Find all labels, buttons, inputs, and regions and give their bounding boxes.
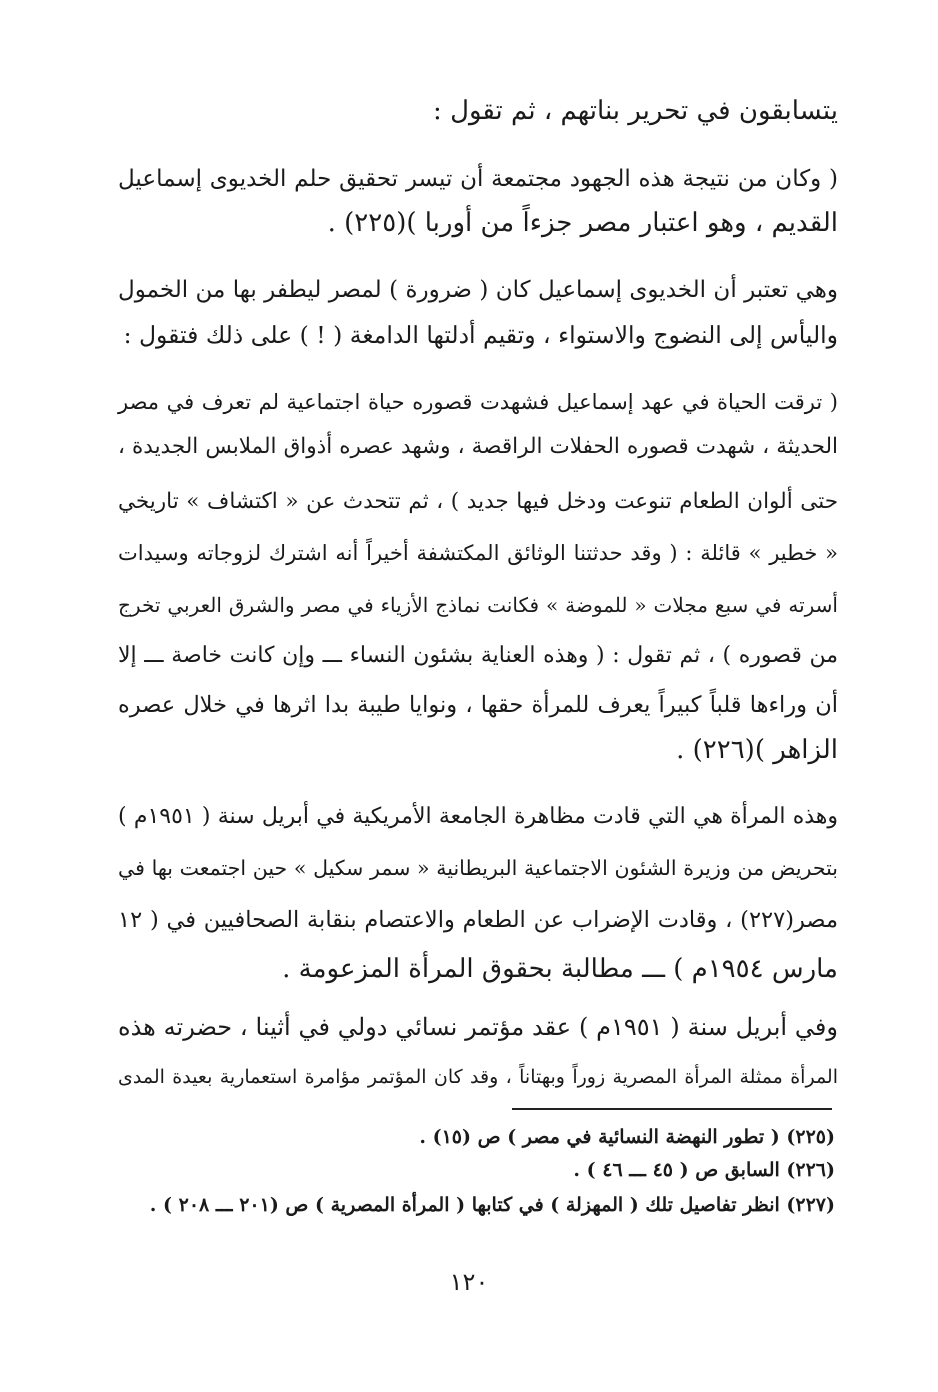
text-line: بتحريض من وزيرة الشئون الاجتماعية البريطانية « سمر سكيل » حين اجتمعت بها في [118,856,838,880]
text-line: مارس ١٩٥٤م ) ـــ مطالبة بحقوق المرأة المزعومة . [282,954,838,984]
text-line: وهي تعتبر أن الخديوى إسماعيل كان ( ضرورة ) لمصر ليطفر بها من الخمول [118,277,838,303]
text-line: الزاهر )(٢٢٦) . [676,735,838,765]
footnote: (٢٢٦) السابق ص ( ٤٥ ـــ ٤٦ ) . [573,1159,835,1181]
text-line: المرأة ممثلة المرأة المصرية زوراً وبهتاناً ، وقد كان المؤتمر مؤامرة استعمارية بعيدة المدى [118,1066,838,1088]
text-line: واليأس إلى النضوج والاستواء ، وتقيم أدلتها الدامغة ( ! ) على ذلك فتقول : [123,321,838,349]
text-line: مصر(٢٢٧) ، وقادت الإضراب عن الطعام والاعتصام بنقابة الصحافيين في ( ١٢ [118,907,838,933]
text-line: الحديثة ، شهدت قصوره الحفلات الراقصة ، وشهد عصره أذواق الملابس الجديدة ، [118,434,838,459]
text-line: ( وكان من نتيجة هذه الجهود مجتمعة أن تيسر تحقيق حلم الخديوى إسماعيل [118,166,838,192]
text-line: وهذه المرأة هي التي قادت مظاهرة الجامعة الأمريكية في أبريل سنة ( ١٩٥١م ) [118,804,838,829]
text-line: من قصوره ) ، ثم تقول : ( وهذه العناية بشئون النساء ـــ وإن كانت خاصة ـــ إلا [118,643,839,668]
text-line: وفي أبريل سنة ( ١٩٥١م ) عقد مؤتمر نسائي دولي في أثينا ، حضرته هذه [118,1013,838,1041]
text-line: حتى ألوان الطعام تنوعت ودخل فيها جديد ) ، ثم تتحدث عن « اكتشاف » تاريخي [118,489,838,514]
footnote-separator [512,1108,832,1110]
footnote: (٢٢٥) ( تطور النهضة النسائية في مصر ) ص (١٥) . [419,1126,835,1148]
footnote: (٢٢٧) انظر تفاصيل تلك ( المهزلة ) في كتابها ( المرأة المصرية ) ص (٢٠١ ـــ ٢٠٨ ) . [149,1194,835,1216]
text-line: يتسابقون في تحرير بناتهم ، ثم تقول : [433,96,838,126]
text-line: أن وراءها قلباً كبيراً يعرف للمرأة حقها ، ونوايا طيبة بدا اثرها في خلال عصره [118,692,838,718]
text-line: ( ترقت الحياة في عهد إسماعيل فشهدت قصوره حياة اجتماعية لم تعرف في مصر [118,390,838,414]
text-line: أسرته في سبع مجلات « للموضة » فكانت نماذج الأزياء في مصر والشرق العربي تخرج [118,593,838,617]
page-number: ١٢٠ [449,1268,489,1296]
text-line: « خطير » قائلة : ( وقد حدثتنا الوثائق المكتشفة أخيراً أنه اشترك لزوجاته وسيدات [118,541,838,565]
text-line: القديم ، وهو اعتبار مصر جزءاً من أوربا )(٢٢٥) . [327,208,838,238]
